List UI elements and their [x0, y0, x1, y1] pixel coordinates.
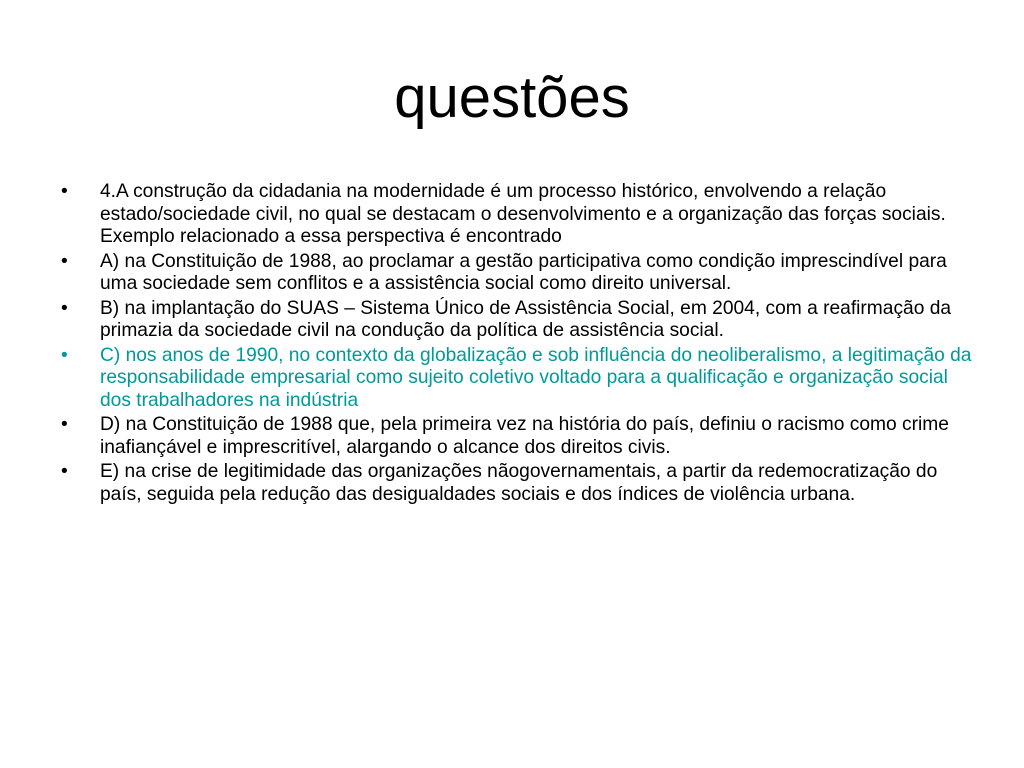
slide-title: questões	[394, 65, 630, 130]
question-bullet-list	[60, 181, 975, 508]
bullet-item-question	[60, 181, 975, 249]
bullet-text: C) nos anos de 1990, no contexto da globalização e sob influência do neoliberalismo, a legitimação da responsabilidade empresarial como sujeito coletivo voltado para a qualificação e organização social dos trabalhadores na indústria	[100, 344, 972, 411]
bullet-item-option-a	[60, 251, 975, 296]
bullet-text: E) na crise de legitimidade das organizações nãogovernamentais, a partir da redemocratização do país, seguida pela redução das desigualdades sociais e dos índices de violência urbana.	[100, 461, 938, 505]
bullet-item-option-b	[60, 298, 975, 343]
bullet-text: D) na Constituição de 1988 que, pela primeira vez na história do país, definiu o racismo como crime inafiançável e imprescritível, alargando o alcance dos direitos civis.	[100, 414, 949, 458]
bullet-icon: •	[61, 250, 68, 272]
bullet-text: B) na implantação do SUAS – Sistema Único de Assistência Social, em 2004, com a reafirmação da primazia da sociedade civil na condução da política de assistência social.	[100, 297, 952, 341]
bullet-icon: •	[61, 414, 68, 435]
bullet-item-option-d	[60, 414, 975, 459]
bullet-item-option-c-highlighted	[60, 345, 975, 413]
bullet-text: 4.A construção da cidadania na modernidade é um processo histórico, envolvendo a relação estado/sociedade civil, no qual se destacam o desenvolvimento e a organização das forças sociais. Exemplo relacionado a essa perspectiva é encontrado	[100, 181, 946, 247]
bullet-text: A) na Constituição de 1988, ao proclamar a gestão participativa como condição imprescindível para uma sociedade sem conflitos e a assistência social como direito universal.	[100, 250, 947, 294]
bullet-item-option-e	[60, 461, 975, 506]
bullet-icon: •	[61, 461, 68, 482]
bullet-icon: •	[61, 344, 68, 366]
bullet-icon: •	[61, 297, 68, 319]
bullet-icon: •	[61, 181, 68, 202]
